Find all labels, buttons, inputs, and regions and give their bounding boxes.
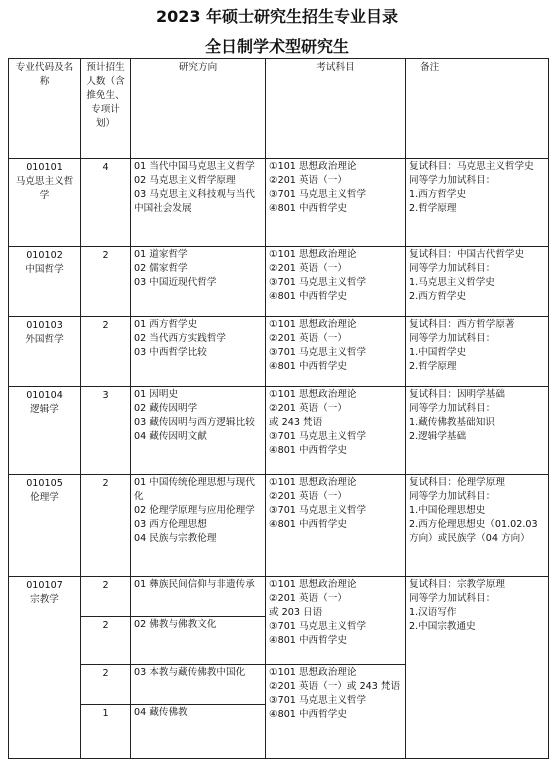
exam-cell <box>266 577 406 665</box>
major-code-cell <box>9 247 81 317</box>
note-item: 复试科目：宗教学原理 <box>409 579 505 590</box>
note-item: 2.中国宗教通史 <box>409 620 476 632</box>
note-cell <box>406 317 549 387</box>
exam-item: ③701 马克思主义哲学 <box>269 694 367 706</box>
major-name: 马克思主义哲学 <box>15 175 74 201</box>
exam-item: ①101 思想政治理论 <box>269 477 357 488</box>
exam-item: ①101 思想政治理论 <box>269 389 357 400</box>
major-code: 010104 <box>26 390 63 401</box>
direction-item: 02 当代西方实践哲学 <box>134 332 227 344</box>
direction-item: 03 本教与藏传佛教中国化 <box>134 667 246 678</box>
direction-item: 03 中国近现代哲学 <box>134 276 217 288</box>
major-code: 010105 <box>26 478 63 489</box>
exam-cell <box>266 665 406 759</box>
major-code: 010103 <box>26 320 63 331</box>
direction-cell <box>131 475 266 577</box>
plan-count: 2 <box>81 617 131 665</box>
exam-item: ②201 英语（一） <box>269 592 347 604</box>
note-cell <box>406 247 549 317</box>
direction-item: 03 藏传因明与西方逻辑比较 <box>134 416 255 428</box>
exam-item: ④801 中西哲学史 <box>269 202 347 214</box>
table-row <box>9 159 549 247</box>
exam-item: ②201 英语（一） <box>269 262 347 274</box>
note-item: 2.哲学原理 <box>409 202 457 214</box>
plan-count: 3 <box>81 387 131 475</box>
exam-item: ②201 英语（一）或 243 梵语 <box>269 680 401 692</box>
note-cell <box>406 475 549 577</box>
major-code-cell <box>9 317 81 387</box>
note-item: 同等学力加试科目： <box>409 174 496 186</box>
exam-item: ④801 中西哲学史 <box>269 444 347 456</box>
note-item: 同等学力加试科目： <box>409 402 496 414</box>
note-item: 1.中国伦理思想史 <box>409 504 486 516</box>
note-item: 1.藏传佛教基础知识 <box>409 416 495 428</box>
major-code-cell <box>9 577 81 759</box>
major-name: 逻辑学 <box>30 403 59 415</box>
header-direction: 研究方向 <box>131 59 266 159</box>
major-name: 中国哲学 <box>25 263 64 275</box>
note-item: 复试科目：伦理学原理 <box>409 477 505 488</box>
header-code: 专业代码及名称 <box>9 59 81 159</box>
exam-item: ③701 马克思主义哲学 <box>269 430 367 442</box>
direction-cell <box>131 159 266 247</box>
note-cell <box>406 387 549 475</box>
direction-item: 01 中国传统伦理思想与现代化 <box>134 477 255 502</box>
exam-cell <box>266 317 406 387</box>
major-code-cell <box>9 475 81 577</box>
note-item: 1.中国哲学史 <box>409 346 467 358</box>
direction-cell <box>131 387 266 475</box>
note-item: 2.逻辑学基础 <box>409 430 467 442</box>
note-cell <box>406 159 549 247</box>
direction-item: 01 当代中国马克思主义哲学 <box>134 161 255 172</box>
exam-item: ③701 马克思主义哲学 <box>269 276 367 288</box>
exam-item: ③701 马克思主义哲学 <box>269 504 367 516</box>
note-item: 复试科目：马克思主义哲学史 <box>409 161 534 172</box>
plan-count: 2 <box>81 665 131 705</box>
exam-item: ①101 思想政治理论 <box>269 249 357 260</box>
note-item: 复试科目：因明学基础 <box>409 389 505 400</box>
table-row <box>9 387 549 475</box>
document-title: 2023 年硕士研究生招生专业目录 <box>155 7 399 26</box>
note-item: 同等学力加试科目： <box>409 592 496 604</box>
plan-count: 4 <box>81 159 131 247</box>
direction-item: 04 藏传因明文献 <box>134 430 207 442</box>
header-row <box>9 59 549 159</box>
plan-count: 2 <box>81 577 131 617</box>
direction-item: 04 民族与宗教伦理 <box>134 532 217 544</box>
note-item: 1.汉语写作 <box>409 606 457 618</box>
exam-item: ②201 英语（一） <box>269 402 347 414</box>
direction-item: 02 伦理学原理与应用伦理学 <box>134 504 255 516</box>
direction-cell <box>131 247 266 317</box>
major-code: 010101 <box>26 162 63 173</box>
major-name: 伦理学 <box>30 491 59 503</box>
exam-item: ④801 中西哲学史 <box>269 634 347 646</box>
note-item: 复试科目：中国古代哲学史 <box>409 249 525 260</box>
major-code-cell <box>9 159 81 247</box>
note-item: 复试科目：西方哲学原著 <box>409 319 515 330</box>
plan-count: 2 <box>81 247 131 317</box>
direction-item: 02 儒家哲学 <box>134 262 188 274</box>
exam-item: ④801 中西哲学史 <box>269 290 347 302</box>
exam-item: ①101 思想政治理论 <box>269 319 357 330</box>
major-code: 010107 <box>26 580 63 591</box>
note-item: 同等学力加试科目： <box>409 262 496 274</box>
major-name: 外国哲学 <box>25 333 64 345</box>
direction-item: 01 道家哲学 <box>134 249 188 260</box>
exam-item: ①101 思想政治理论 <box>269 579 357 590</box>
direction-item: 01 西方哲学史 <box>134 319 198 330</box>
exam-item: ④801 中西哲学史 <box>269 518 347 530</box>
direction-cell <box>131 577 266 617</box>
note-item: 1.西方哲学史 <box>409 188 467 200</box>
direction-item: 02 藏传因明学 <box>134 402 198 414</box>
plan-count: 2 <box>81 317 131 387</box>
note-item: 同等学力加试科目： <box>409 332 496 344</box>
plan-count: 2 <box>81 475 131 577</box>
catalog-table <box>8 58 549 759</box>
direction-cell <box>131 617 266 665</box>
exam-cell <box>266 475 406 577</box>
exam-cell <box>266 159 406 247</box>
table-row <box>9 247 549 317</box>
exam-item: ②201 英语（一） <box>269 490 347 502</box>
document-subtitle: 全日制学术型研究生 <box>204 37 349 56</box>
major-name: 宗教学 <box>30 593 59 605</box>
direction-item: 02 佛教与佛教文化 <box>134 619 217 630</box>
table-row <box>9 577 549 617</box>
note-item: 1.马克思主义哲学史 <box>409 276 495 288</box>
direction-item: 01 因明史 <box>134 389 179 400</box>
exam-item: ③701 马克思主义哲学 <box>269 188 367 200</box>
note-item: 2.西方伦理思想史（01.02.03 方向）或民族学（04 方向） <box>409 518 538 544</box>
exam-item: 或 203 日语 <box>269 606 323 618</box>
note-cell <box>406 577 549 759</box>
exam-item: ①101 思想政治理论 <box>269 667 357 678</box>
exam-cell <box>266 247 406 317</box>
major-code-cell <box>9 387 81 475</box>
header-exam: 考试科目 <box>266 59 406 159</box>
exam-item: 或 243 梵语 <box>269 416 323 428</box>
table-row <box>9 317 549 387</box>
direction-item: 04 藏传佛教 <box>134 707 188 718</box>
exam-item: ②201 英语（一） <box>269 174 347 186</box>
major-code: 010102 <box>26 250 63 261</box>
table-row <box>9 475 549 577</box>
note-item: 2.哲学原理 <box>409 360 457 372</box>
direction-item: 02 马克思主义哲学原理 <box>134 174 236 186</box>
header-note: 备注 <box>406 59 549 159</box>
direction-item: 03 中西哲学比较 <box>134 346 207 358</box>
plan-count: 1 <box>81 705 131 759</box>
note-item: 2.西方哲学史 <box>409 290 467 302</box>
direction-item: 03 西方伦理思想 <box>134 518 207 530</box>
header-plan: 预计招生人数（含推免生、专项计划） <box>81 59 131 159</box>
exam-item: ③701 马克思主义哲学 <box>269 620 367 632</box>
exam-item: ④801 中西哲学史 <box>269 360 347 372</box>
exam-item: ③701 马克思主义哲学 <box>269 346 367 358</box>
direction-cell <box>131 317 266 387</box>
direction-item: 01 彝族民间信仰与非遗传承 <box>134 579 255 590</box>
note-item: 同等学力加试科目： <box>409 490 496 502</box>
direction-cell <box>131 665 266 705</box>
direction-item: 03 马克思主义科技观与当代中国社会发展 <box>134 188 255 214</box>
exam-item: ②201 英语（一） <box>269 332 347 344</box>
exam-cell <box>266 387 406 475</box>
exam-item: ④801 中西哲学史 <box>269 708 347 720</box>
exam-item: ①101 思想政治理论 <box>269 161 357 172</box>
direction-cell <box>131 705 266 759</box>
